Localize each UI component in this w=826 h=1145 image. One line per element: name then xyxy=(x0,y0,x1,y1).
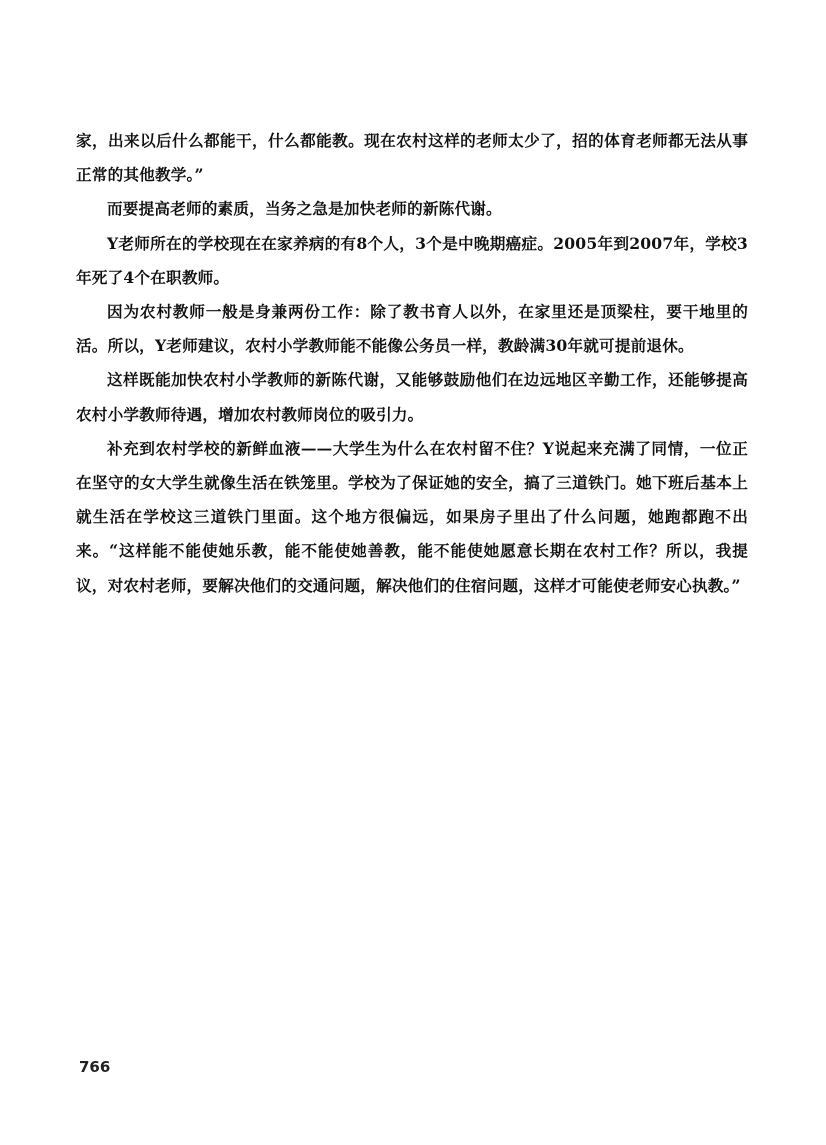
paragraph: 因为农村教师一般是身兼两份工作：除了教书育人以外，在家里还是顶梁柱，要干地里的活。所以，Y老师建议，农村小学教师能不能像公务员一样，教龄满30年就可提前退休。 xyxy=(76,302,748,356)
paragraph: Y老师所在的学校现在在家养病的有8个人，3个是中晚期癌症。2005年到2007年，学校3年死了4个在职教师。 xyxy=(76,233,748,287)
paragraph: 补充到农村学校的新鲜血液——大学生为什么在农村留不住？Y说起来充满了同情，一位正在坚守的女大学生就像生活在铁笼里。学校为了保证她的安全，搞了三道铁门。她下班后基本上就生活在学校这三道铁门里面。这个地方很偏远，如果房子里出了什么问题，她跑都跑不出来。“这样能不能使她乐教，能不能使她善教，能不能使她愿意长期在农村工作？所以，我提议，对农村老师，要解决他们的交通问题，解决他们的住宿问题，这样才可能使老师安心执教。” xyxy=(76,438,748,595)
body-text xyxy=(76,124,748,603)
paragraph: 而要提高老师的素质，当务之急是加快老师的新陈代谢。 xyxy=(107,199,502,219)
page-number: 766 xyxy=(79,1058,111,1076)
paragraph-continued: 家，出来以后什么都能干，什么都能教。现在农村这样的老师太少了，招的体育老师都无法从事正常的其他教学。” xyxy=(76,131,748,185)
paragraph: 这样既能加快农村小学教师的新陈代谢，又能够鼓励他们在边远地区辛勤工作，还能够提高农村小学教师待遇，增加农村教师岗位的吸引力。 xyxy=(76,370,748,424)
